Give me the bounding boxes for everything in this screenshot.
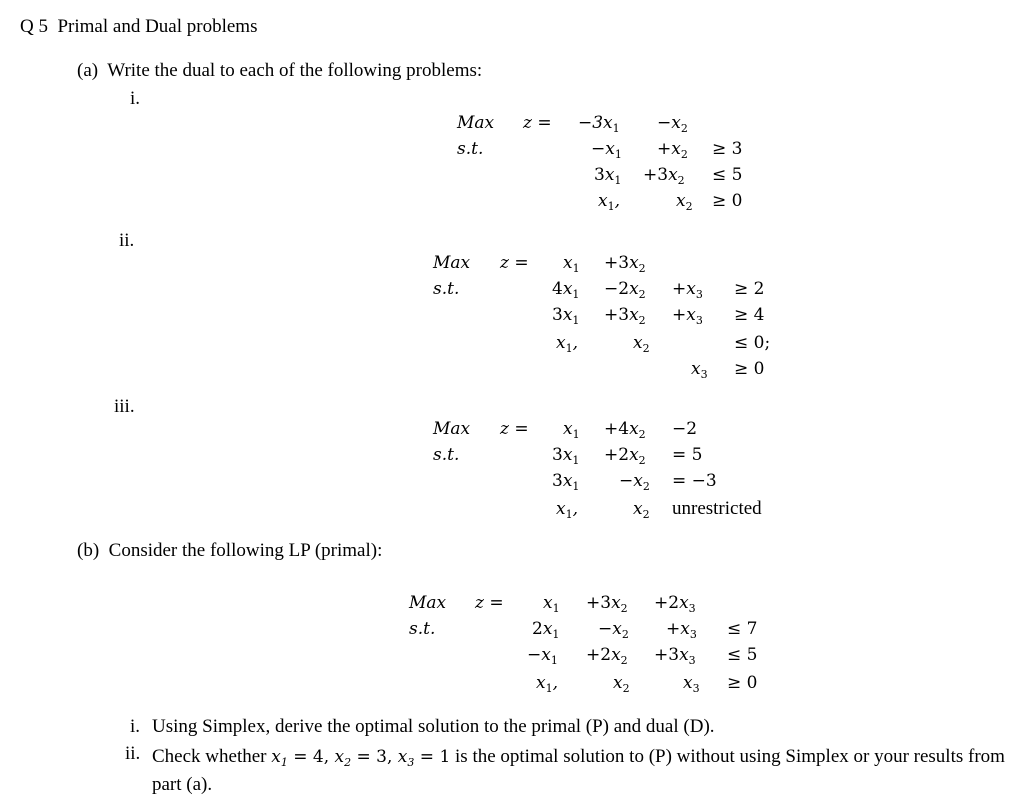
objective-variable: z = (523, 113, 552, 133)
constraint-2-term-1: $3x_1$ (594, 165, 622, 187)
sign-term-1: $x_1$, (556, 333, 578, 355)
constraint-1-rhs: ≥ 3 (712, 139, 743, 159)
constraint-2-term-2: $+3x_2$ (604, 305, 646, 327)
constraint-2-term-1: $3x_1$ (552, 305, 580, 327)
constraint-2-term-1: $-x_1$ (527, 645, 558, 667)
constraint-1-rhs: ≥ 2 (734, 279, 765, 299)
objective-term-1: $x_1$ (543, 593, 560, 615)
constraint-1-term-2: $+x_2$ (657, 139, 688, 161)
constraint-2-rhs: ≤ 5 (712, 165, 743, 185)
objective-term-3: −2 (672, 419, 698, 439)
problem-iii-label: iii. (114, 396, 135, 417)
constraint-1-term-1: $3x_1$ (552, 445, 580, 467)
constraint-label: s.t. (457, 139, 484, 159)
objective-variable: z = (500, 419, 529, 439)
constraint-2-term-2: $-x_2$ (619, 471, 650, 493)
task-i-text: Using Simplex, derive the optimal solution to the primal (P) and dual (D). (152, 716, 715, 737)
part-b-heading (77, 540, 382, 562)
question-title: Primal and Dual problems (57, 16, 258, 37)
part-a-heading (77, 60, 482, 82)
task-ii-text-before: Check whether (152, 746, 267, 767)
question-header (20, 16, 257, 38)
sign-term-3: $x_3$ (683, 673, 700, 695)
constraint-1-term-1: $2x_1$ (532, 619, 560, 641)
constraint-2-term-1: $3x_1$ (552, 471, 580, 493)
task-ii-label: ii. (125, 743, 141, 764)
constraint-1-term-2: $-2x_2$ (604, 279, 646, 301)
sign-term-1: $x_1$, (556, 499, 578, 521)
objective-term-1: $x_1$ (563, 253, 580, 275)
sign-rhs-1: ≤ 0; (734, 333, 771, 353)
objective-term-2: $+3x_2$ (604, 253, 646, 275)
sign-term-2: $x_2$ (676, 191, 693, 213)
constraint-2-term-3: $+3x_3$ (654, 645, 696, 667)
objective-term-2: $+4x_2$ (604, 419, 646, 441)
task-ii-text-after: is the optimal solution to (P) without using Simplex or your results from part (a). (152, 746, 1005, 795)
objective-term-1: $-3x_1$ (578, 113, 620, 135)
sign-rhs-2: ≥ 0 (734, 359, 765, 379)
problem-i-label: i. (130, 88, 141, 109)
constraint-1-rhs: = 5 (672, 445, 703, 465)
sign-rhs: ≥ 0 (727, 673, 758, 693)
objective-label: Max (409, 593, 447, 613)
part-a-prompt: Write the dual to each of the following problems: (107, 60, 483, 81)
constraint-1-term-1: $4x_1$ (552, 279, 580, 301)
sign-term-2: $x_2$ (613, 673, 630, 695)
constraint-1-rhs: ≤ 7 (727, 619, 758, 639)
problem-ii-label: ii. (119, 230, 135, 251)
objective-term-1: $x_1$ (563, 419, 580, 441)
task-i-label: i. (130, 716, 141, 737)
sign-term-2: $x_2$ (633, 499, 650, 521)
sign-term-1: $x_1$, (536, 673, 558, 695)
constraint-1-term-2: $-x_2$ (598, 619, 629, 641)
constraint-1-term-3: $+x_3$ (666, 619, 697, 641)
part-b-prompt: Consider the following LP (primal): (108, 540, 383, 561)
constraint-label: s.t. (433, 445, 460, 465)
question-number: Q 5 (20, 16, 48, 37)
objective-term-2: $-x_2$ (657, 113, 688, 135)
constraint-2-term-2: $+3x_2$ (643, 165, 685, 187)
constraint-1-term-1: $-x_1$ (591, 139, 622, 161)
sign-unrestricted: unrestricted (672, 498, 762, 519)
task-ii-assignment: $x_1 = 4$, $x_2 = 3$, $x_3 = 1$ (271, 747, 451, 769)
constraint-2-term-2: $+2x_2$ (586, 645, 628, 667)
sign-term-1: $x_1$, (598, 191, 620, 213)
constraint-2-rhs: = −3 (672, 471, 717, 491)
objective-term-2: $+3x_2$ (586, 593, 628, 615)
objective-label: Max (457, 113, 495, 133)
sign-term-3: $x_3$ (691, 359, 708, 381)
constraint-2-term-3: $+x_3$ (672, 305, 703, 327)
objective-label: Max (433, 419, 471, 439)
task-ii-text (152, 743, 1020, 798)
sign-term-2: $x_2$ (633, 333, 650, 355)
objective-variable: z = (475, 593, 504, 613)
constraint-1-term-2: $+2x_2$ (604, 445, 646, 467)
constraint-2-rhs: ≤ 5 (727, 645, 758, 665)
sign-rhs: ≥ 0 (712, 191, 743, 211)
constraint-1-term-3: $+x_3$ (672, 279, 703, 301)
part-a-label: (a) (77, 60, 99, 81)
objective-variable: z = (500, 253, 529, 273)
part-b-label: (b) (77, 540, 100, 561)
objective-label: Max (433, 253, 471, 273)
objective-term-3: $+2x_3$ (654, 593, 696, 615)
constraint-2-rhs: ≥ 4 (734, 305, 765, 325)
constraint-label: s.t. (409, 619, 436, 639)
constraint-label: s.t. (433, 279, 460, 299)
